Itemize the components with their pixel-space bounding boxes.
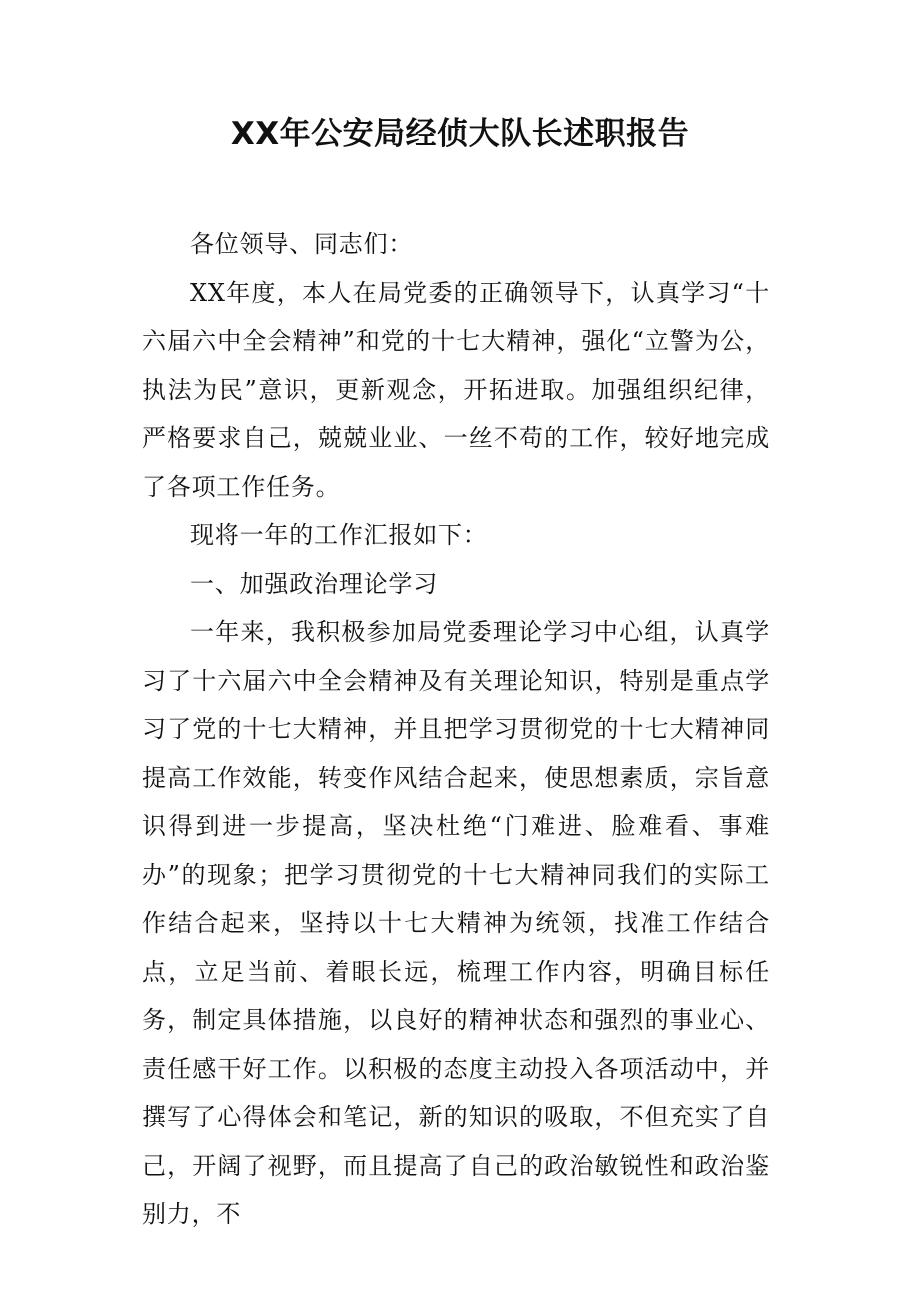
intro-paragraph: XX年度，本人在局党委的正确领导下，认真学习“十六届六中全会精神”和党的十七大精神，强化“立警为公，执法为民”意识，更新观念，开拓进取。加强组织纪律，严格要求自己，兢兢业业、一丝不苟的工作，较好地完成了各项工作任务。 [142,278,770,501]
section-heading: 一、加强政治理论学习 [190,569,438,598]
greeting-paragraph: 各位领导、同志们： [190,230,414,258]
document-body [142,220,770,1239]
document-title: XX年公安局经侦大队长述职报告 [230,116,690,152]
section-body-paragraph: 一年来，我积极参加局党委理论学习中心组，认真学习了十六届六中全会精神及有关理论知识，特别是重点学习了党的十七大精神，并且把学习贯彻党的十七大精神同提高工作效能，转变作风结合起来，使思想素质，宗旨意识得到进一步提高，坚决杜绝“门难进、脸难看、事难办”的现象；把学习贯彻党的十七大精神同我们的实际工作结合起来，坚持以十七大精神为统领，找准工作结合点，立足当前、着眼长远，梳理工作内容，明确目标任务，制定具体措施，以良好的精神状态和强烈的事业心、责任感干好工作。以积极的态度主动投入各项活动中，并撰写了心得体会和笔记，新的知识的吸取，不但充实了自己，开阔了视野，而且提高了自己的政治敏锐性和政治鉴别力，不 [142,618,770,1228]
report-lead-paragraph: 现将一年的工作汇报如下： [190,521,488,549]
